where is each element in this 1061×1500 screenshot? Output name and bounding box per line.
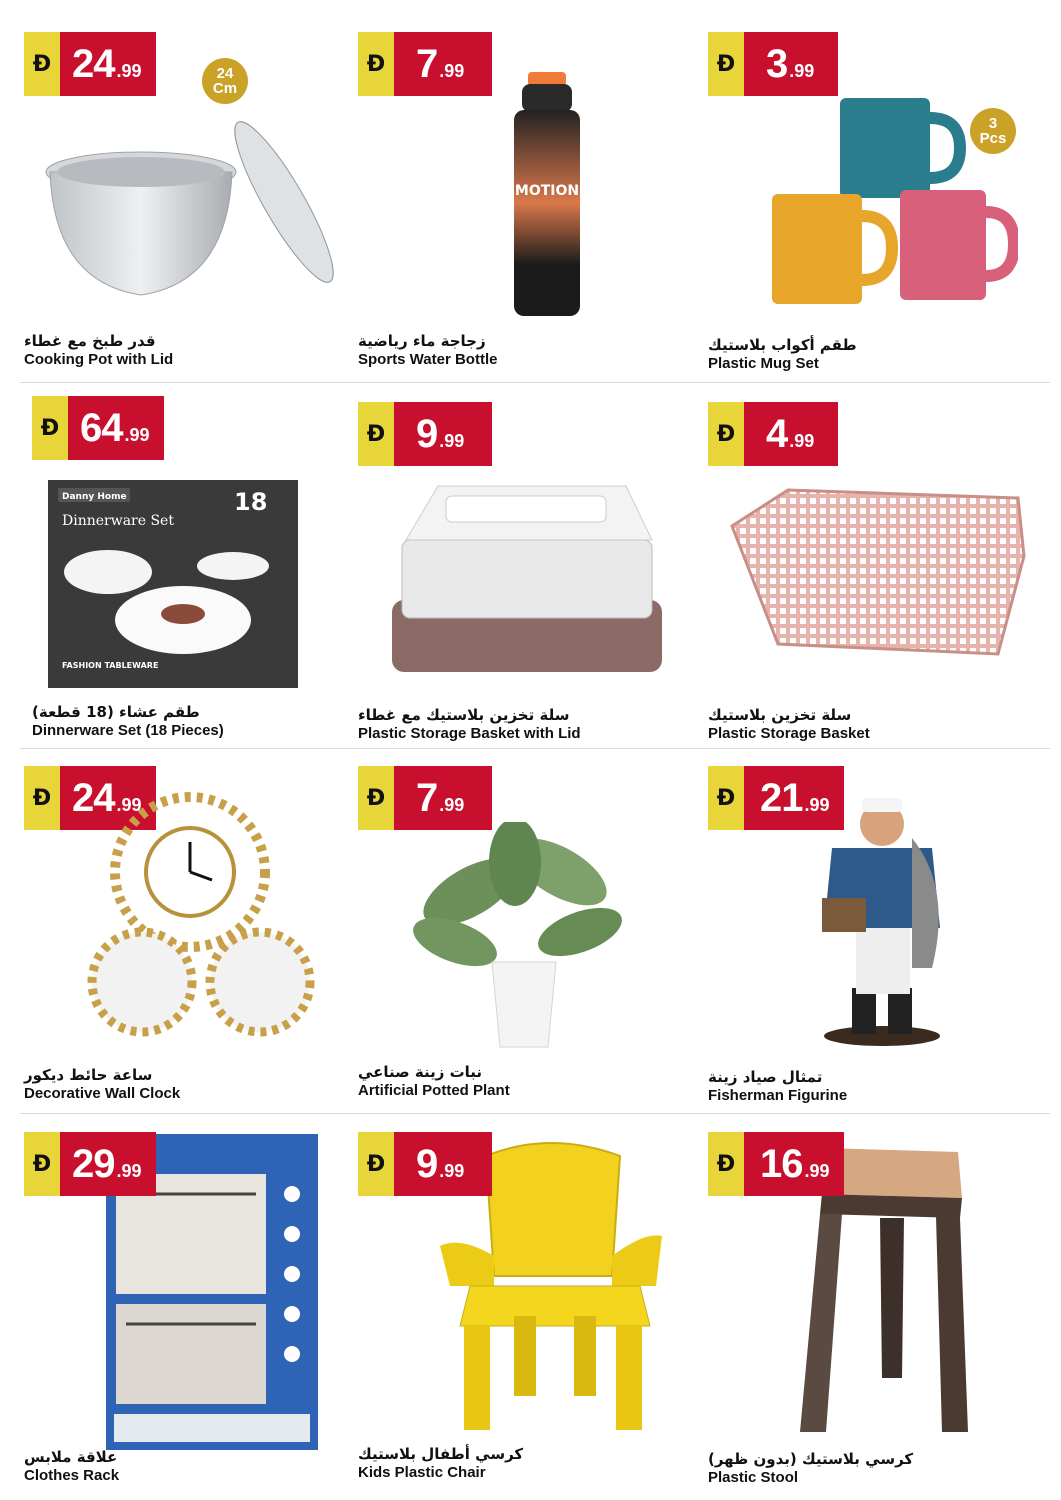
storage-basket-lid-image [386,480,676,680]
currency-symbol: Đ [24,766,60,830]
product-name-arabic: قدر طبخ مع غطاء [24,332,156,350]
badge-line2: Pcs [979,130,1007,147]
product-card-dinnerware[interactable] [32,396,362,756]
price-fraction: .99 [439,431,465,451]
product-card-water-bottle[interactable] [358,32,688,392]
product-card-cooking-pot[interactable] [24,32,354,392]
currency-symbol: Đ [358,766,394,830]
price [394,766,492,830]
product-card-plastic-stool[interactable] [708,1132,1038,1492]
price-fraction: .99 [804,1161,830,1181]
dinnerware-box-image [48,480,298,688]
product-name-english: Plastic Storage Basket with Lid [358,725,581,742]
dinnerware-sub: FASHION TABLEWARE [62,661,159,670]
price [744,32,838,96]
price-whole: 21 [760,776,803,820]
storage-basket-image [728,486,1028,656]
product-name-arabic: طقم عشاء (18 قطعة) [32,703,200,721]
currency-symbol: Đ [708,1132,744,1196]
dinnerware-count: 18 [234,488,268,516]
price-tag [32,396,164,460]
cooking-pot-image [34,107,344,307]
product-name-english: Sports Water Bottle [358,351,498,368]
currency-symbol: Đ [24,32,60,96]
product-name-english: Dinnerware Set (18 Pieces) [32,722,224,739]
water-bottle-image [508,70,598,320]
currency-symbol: Đ [708,32,744,96]
price-fraction: .99 [116,1161,142,1181]
product-name-english: Fisherman Figurine [708,1087,848,1104]
currency-symbol: Đ [358,402,394,466]
price-tag [24,1132,156,1196]
currency-symbol: Đ [24,1132,60,1196]
price-whole: 7 [416,42,438,86]
price-tag [24,32,156,96]
product-card-storage-basket[interactable] [708,402,1038,762]
currency-symbol: Đ [358,1132,394,1196]
price-whole: 3 [766,42,788,86]
potted-plant-image [410,822,630,1052]
product-name-english: Clothes Rack [24,1467,120,1484]
product-name-english: Plastic Storage Basket [708,725,870,742]
price-whole: 9 [416,412,438,456]
price-tag [358,766,492,830]
price [394,1132,492,1196]
price [394,402,492,466]
price [744,402,838,466]
product-card-storage-basket-lid[interactable] [358,402,688,762]
product-name-arabic: كرسي أطفال بلاستيك [358,1445,524,1463]
price-tag [708,402,838,466]
price-whole: 24 [72,776,115,820]
currency-symbol: Đ [358,32,394,96]
product-name-arabic: زجاجة ماء رياضية [358,332,486,350]
price [394,32,492,96]
product-name-arabic: تمثال صياد زينة [708,1068,823,1086]
price-fraction: .99 [124,425,150,445]
product-name-arabic: كرسي بلاستيك (بدون ظهر) [708,1450,914,1468]
product-card-mug-set[interactable] [708,32,1038,392]
price-fraction: .99 [116,795,142,815]
mug-set-image [768,94,1018,314]
price [68,396,164,460]
currency-symbol: Đ [708,766,744,830]
price-whole: 9 [416,1142,438,1186]
product-name-arabic: طقم أكواب بلاستيك [708,336,857,354]
price-tag [358,32,492,96]
price-tag [358,402,492,466]
price-fraction: .99 [439,1161,465,1181]
price [60,1132,156,1196]
product-name-english: Plastic Stool [708,1469,799,1486]
size-badge [202,58,248,104]
price [744,1132,844,1196]
badge-line1: 24 [216,65,234,82]
price-whole: 4 [766,412,788,456]
price-whole: 29 [72,1142,115,1186]
product-name-arabic: نبات زينة صناعي [358,1063,483,1081]
product-name-english: Decorative Wall Clock [24,1085,181,1102]
price-fraction: .99 [789,61,815,81]
product-name-english: Cooking Pot with Lid [24,351,174,368]
dinnerware-title: Dinnerware Set [62,513,174,529]
product-name-arabic: علاقة ملابس [24,1448,118,1466]
price-fraction: .99 [439,61,465,81]
currency-symbol: Đ [32,396,68,460]
dinnerware-brand: Danny Home [62,492,127,502]
product-card-potted-plant[interactable] [358,766,688,1126]
price-fraction: .99 [804,795,830,815]
product-name-arabic: سلة تخزين بلاستيك [708,706,852,724]
badge-line1: 3 [988,115,998,132]
fisherman-figurine-image [802,788,962,1048]
price-fraction: .99 [439,795,465,815]
price-tag [708,1132,844,1196]
price-fraction: .99 [116,61,142,81]
product-card-kids-chair[interactable] [358,1132,688,1492]
price-fraction: .99 [789,431,815,451]
wall-clock-image [80,792,320,1052]
price-whole: 64 [80,406,123,450]
product-card-clothes-rack[interactable] [24,1132,354,1492]
product-name-arabic: سلة تخزين بلاستيك مع غطاء [358,706,570,724]
product-name-english: Kids Plastic Chair [358,1464,486,1481]
price-whole: 7 [416,776,438,820]
price [60,32,156,96]
price-whole: 24 [72,42,115,86]
price-tag [358,1132,492,1196]
bottle-brand: MOTION [514,183,580,199]
product-name-english: Artificial Potted Plant [358,1082,510,1099]
currency-symbol: Đ [708,402,744,466]
product-card-fisherman-figurine[interactable] [708,766,1038,1126]
badge-line2: Cm [212,80,238,97]
price-whole: 16 [760,1142,803,1186]
product-name-arabic: ساعة حائط ديكور [24,1066,153,1084]
price-tag [708,32,838,96]
product-card-wall-clock[interactable] [24,766,354,1126]
product-name-english: Plastic Mug Set [708,355,819,372]
